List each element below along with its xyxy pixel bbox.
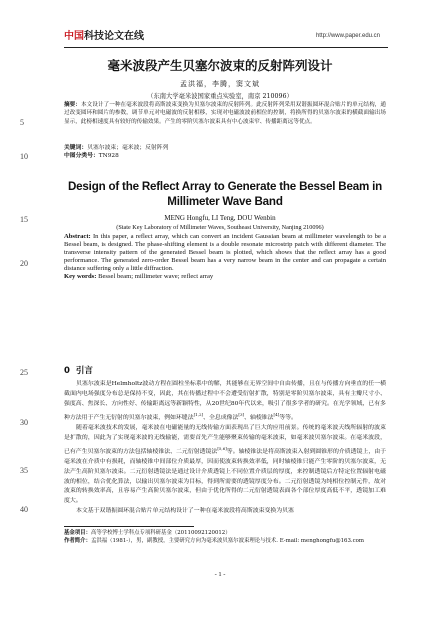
english-authors: MENG Hongfu, LI Teng, DOU Wenbin [164,214,276,222]
journal-header [0,30,440,46]
author-bio-text: 孟洪福（1981-），男，副教授，主要研究方向为毫米波贝塞尔波束理论与技术. E-mail: menghongfu@163.com [90,537,364,544]
citation[interactable]: [3] [238,411,245,417]
chinese-title: 毫米波段产生贝塞尔波束的反射阵列设计 [107,58,333,73]
english-abstract [64,233,386,280]
author-bio-label: 作者简介： [64,537,91,544]
section-heading [64,364,93,376]
line-number: 35 [20,466,28,475]
citation[interactable]: [5,6] [217,445,227,451]
chinese-authors: 孟洪福，李腾，窦文斌 [180,80,260,88]
citation[interactable]: [4] [273,411,280,417]
line-number: 20 [20,259,28,268]
clc-text: TN928 [98,153,119,159]
header-url[interactable]: http://www.paper.edu.cn [315,33,380,39]
fund-label: 基金项目： [64,530,91,536]
english-title-line1: Design of the Reflect Array to Generate the Bessel Beam in [68,180,382,193]
line-number: 40 [20,505,28,514]
line-number: 10 [20,152,28,161]
page-number: - 1 - [214,571,226,578]
abstract-text: 本文设计了一种在毫米波段将高斯波束变换为贝塞尔波束的反射阵列。此反射阵列采用双谐振圆环混合贴片的单元结构，通过改变圆环和圆片的参数，调节单元对电磁波的反射相移，实现对电磁波波前相位的控制，将换所得的贝塞尔波束的横截面输出场显示，此榜相速度具有较好的传输效果。产生的零阶贝塞尔波束具有中心波束窄、传播距离远等优点。 [64,102,386,125]
abstract-label: 摘要： [64,102,81,108]
section-number: 0 [64,366,70,376]
chinese-affiliation: （东南大学毫米波国家重点实验室，南京 210096） [147,93,293,100]
chinese-keywords-block [64,144,386,160]
section-title: 引言 [75,366,93,376]
english-title [60,180,390,209]
line-number: 5 [20,118,24,127]
english-abstract-label: Abstract: [64,233,91,240]
footnote [64,530,386,546]
line-number: 15 [20,215,28,224]
english-abstract-text: In this paper, a reflect array, which can convert an incident Gaussian beam at millimeter wavelength to be a Bessel beam, is designed. The phase-shifting element is a double resonate microstrip patch with different diameter. The transverse intensity pattern of the generated Bessel beam is plotted, which shows that the reflect array has a good performance. The generated zero-order Bessel beam has a very narrow beam in the center and can propagate a certain distance suffering only a little diffraction. [64,233,386,272]
paragraph: 贝塞尔波束是Helmholtz波动方程在圆柱坐标系中的解，其能够在无界空间中自由传播，且在与传播方向垂直的任一横截面内电场强度分布总是保持不变，因此，其在传播过程中不会遭受衍射扩散，特别是零阶贝塞尔波束，具有主瓣尺寸小、强度高、焦深长、方向性好、传输距离远等新颖特性，从20世纪80年代以来，吸引了很多学者的研究。在光学领域，已有多种方法用于产生无衍射的贝塞尔波束，例如环缝法[1,2]、全息成像法[3]、轴棱锥法[4]等等。 [64,381,386,421]
keywords-label: 关键词： [64,145,88,151]
paragraph: 随着毫米波技术的发展，毫米波在电磁能量的无线传输方面表现出了巨大的应用前景。传统的毫米波天线所辐射的波束是扩散的，因此为了实现毫米波的无线输能，需要首先产生能够聚束传输的毫米波束，如毫米波贝塞尔波束。在毫米波段，已有产生贝塞尔波束的方法包括轴棱锥法、二元衍射透镜法[5,6]等。轴棱锥法是将高斯波束入射到圆锥形的介质透镜上，由于毫米波在介质中有损耗，而轴棱锥中间部位介质最厚，因而使波束转换效率低，同时轴棱锥只能产生零阶的贝塞尔波束，无法产生高阶贝塞尔波束。二元衍射透镜法是通过设计介质透镜上不同位置介质层的厚度，来控制透镜后方特定位置辐射电磁波的相位，结合优化算法，以输出贝塞尔波束为目标，得到所需要的透镜厚度分布。二元衍射透镜为纯相位控制元件，故对波束的转换效率高，且容易产生高阶贝塞尔波束，但由于优化所得的二元衍射透镜表面各个部位厚度高低不平，透镜加工难度大。 [64,424,387,505]
logo-red-text: 中国 [64,31,84,42]
line-number: 30 [20,418,28,427]
body-text [64,380,386,517]
chinese-abstract [64,101,386,126]
citation[interactable]: [1,2] [193,411,204,417]
english-affiliation: (State Key Laboratory of Millimeter Waves, Southeast University, Nanjing 210096) [116,224,324,231]
clc-label: 中图分类号： [64,153,99,159]
english-title-line2: Millimeter Wave Band [167,194,283,208]
paragraph: 本文基于双谐振圆环混合贴片单元结构设计了一种在毫米波段将高斯波束变换为贝塞 [76,508,294,515]
fund-text: 高等学校博士学科点专项科研基金（20110092120012） [90,530,231,536]
header-divider [64,47,388,48]
footnote-divider [64,526,194,527]
logo-dark-text: 科技论文在线 [84,31,144,42]
line-number: 25 [20,368,28,377]
keywords-text: 贝塞尔波束；毫米波；反射阵列 [87,145,169,151]
english-keywords-text: Bessel beam; millimeter wave; reflect array [98,272,214,280]
english-keywords-label: Key words: [64,272,97,280]
journal-logo[interactable] [64,30,144,44]
